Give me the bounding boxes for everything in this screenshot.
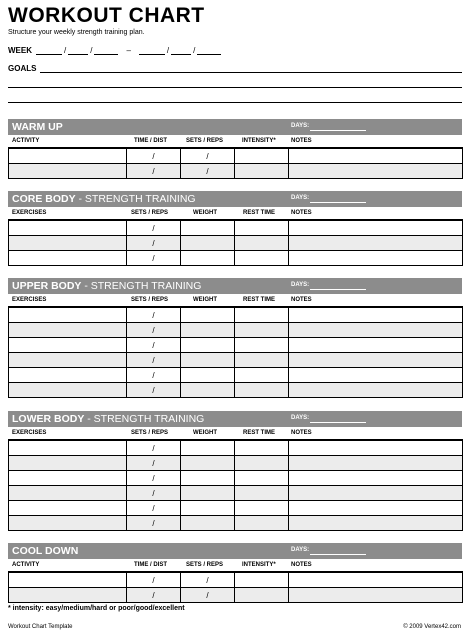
section-table — [8, 219, 463, 266]
days-field[interactable] — [310, 289, 366, 290]
table-cell[interactable] — [9, 383, 127, 398]
table-cell[interactable] — [9, 148, 127, 164]
cell-slash: / — [152, 325, 155, 335]
section-title-bold: COOL DOWN — [12, 545, 79, 557]
column-header: WEIGHT — [193, 210, 217, 216]
section-header — [8, 119, 462, 135]
table-cell[interactable] — [181, 323, 235, 338]
week-end-day-field[interactable] — [171, 46, 191, 55]
table-cell[interactable] — [127, 323, 181, 338]
week-start-year-field[interactable] — [94, 46, 118, 55]
week-start-month-field[interactable] — [36, 46, 62, 55]
section-table — [8, 147, 463, 179]
table-cell[interactable] — [9, 164, 127, 179]
table-cell[interactable] — [235, 236, 289, 251]
table-cell[interactable] — [289, 323, 463, 338]
cool-down-section — [8, 543, 462, 603]
table-row — [9, 307, 463, 323]
date-separator: / — [64, 46, 67, 55]
column-header: NOTES — [291, 210, 312, 216]
table-cell[interactable] — [127, 338, 181, 353]
cell-slash: / — [152, 473, 155, 483]
cell-slash: / — [152, 575, 155, 585]
table-cell[interactable] — [289, 456, 463, 471]
table-cell[interactable] — [181, 516, 235, 531]
table-cell[interactable] — [235, 516, 289, 531]
table-cell[interactable] — [289, 440, 463, 456]
table-row — [9, 164, 463, 179]
column-header: NOTES — [291, 562, 312, 568]
cell-slash: / — [152, 253, 155, 263]
section-title-bold: LOWER BODY — [12, 413, 85, 425]
upper-body-section — [8, 278, 462, 398]
table-cell[interactable] — [289, 338, 463, 353]
cell-slash: / — [152, 518, 155, 528]
column-header: SETS / REPS — [131, 297, 169, 303]
column-header: SETS / REPS — [186, 138, 224, 144]
section-title — [12, 280, 201, 292]
table-row — [9, 251, 463, 266]
column-header: NOTES — [291, 297, 312, 303]
table-cell[interactable] — [181, 338, 235, 353]
week-start-day-field[interactable] — [68, 46, 88, 55]
cell-slash: / — [152, 166, 155, 176]
table-cell[interactable] — [127, 236, 181, 251]
table-cell[interactable] — [127, 148, 181, 164]
table-cell[interactable] — [289, 353, 463, 368]
section-table — [8, 306, 463, 398]
column-headers — [8, 207, 462, 219]
section-header — [8, 191, 462, 207]
table-cell[interactable] — [9, 516, 127, 531]
days-field[interactable] — [310, 422, 366, 423]
days-field[interactable] — [310, 554, 366, 555]
table-cell[interactable] — [181, 486, 235, 501]
table-cell[interactable] — [127, 440, 181, 456]
table-cell[interactable] — [127, 220, 181, 236]
table-cell[interactable] — [181, 572, 235, 588]
table-cell[interactable] — [9, 588, 127, 603]
table-cell[interactable] — [9, 323, 127, 338]
cell-slash: / — [206, 151, 209, 161]
section-title — [12, 193, 196, 205]
table-cell[interactable] — [235, 164, 289, 179]
week-range-dash: – — [126, 46, 131, 55]
section-title-rest: - STRENGTH TRAINING — [75, 193, 196, 205]
table-cell[interactable] — [235, 251, 289, 266]
intensity-footnote: * intensity: easy/medium/hard or poor/good/excellent — [8, 605, 185, 612]
section-title — [12, 121, 63, 133]
table-cell[interactable] — [127, 383, 181, 398]
table-cell[interactable] — [181, 307, 235, 323]
table-row — [9, 148, 463, 164]
table-cell[interactable] — [289, 148, 463, 164]
days-label: DAYS: — [291, 195, 310, 201]
table-cell[interactable] — [235, 323, 289, 338]
week-end-month-field[interactable] — [139, 46, 165, 55]
goals-line[interactable] — [40, 72, 462, 73]
date-separator: / — [193, 46, 196, 55]
date-separator: / — [90, 46, 93, 55]
table-row — [9, 588, 463, 603]
table-cell[interactable] — [289, 368, 463, 383]
table-cell[interactable] — [289, 516, 463, 531]
cell-slash: / — [206, 590, 209, 600]
table-cell[interactable] — [181, 440, 235, 456]
cell-slash: / — [152, 503, 155, 513]
cell-slash: / — [206, 166, 209, 176]
column-headers — [8, 135, 462, 147]
column-headers — [8, 427, 462, 439]
days-field[interactable] — [310, 202, 366, 203]
table-cell[interactable] — [127, 471, 181, 486]
table-cell[interactable] — [235, 338, 289, 353]
table-cell[interactable] — [9, 236, 127, 251]
cell-slash: / — [152, 590, 155, 600]
column-header: TIME / DIST — [134, 562, 167, 568]
goals-line[interactable] — [8, 102, 462, 103]
section-title-bold: CORE BODY — [12, 193, 76, 205]
table-cell[interactable] — [289, 501, 463, 516]
table-row — [9, 456, 463, 471]
table-row — [9, 236, 463, 251]
table-cell[interactable] — [181, 368, 235, 383]
table-cell[interactable] — [127, 456, 181, 471]
table-cell[interactable] — [9, 572, 127, 588]
column-header: EXERCISES — [12, 430, 47, 436]
week-end-year-field[interactable] — [197, 46, 221, 55]
section-header — [8, 411, 462, 427]
table-cell[interactable] — [181, 383, 235, 398]
table-cell[interactable] — [289, 383, 463, 398]
cell-slash: / — [152, 223, 155, 233]
warm-up-section — [8, 119, 462, 179]
cell-slash: / — [152, 355, 155, 365]
cell-slash: / — [206, 575, 209, 585]
column-headers — [8, 559, 462, 571]
goals-line[interactable] — [8, 87, 462, 88]
cell-slash: / — [152, 238, 155, 248]
table-cell[interactable] — [181, 148, 235, 164]
column-header: SETS / REPS — [131, 430, 169, 436]
table-cell[interactable] — [181, 588, 235, 603]
column-headers — [8, 294, 462, 306]
table-row — [9, 220, 463, 236]
table-row — [9, 323, 463, 338]
table-row — [9, 368, 463, 383]
table-cell[interactable] — [235, 471, 289, 486]
table-cell[interactable] — [235, 383, 289, 398]
table-cell[interactable] — [9, 368, 127, 383]
table-cell[interactable] — [9, 501, 127, 516]
table-cell[interactable] — [127, 251, 181, 266]
column-header: ACTIVITY — [12, 562, 40, 568]
table-cell[interactable] — [289, 588, 463, 603]
table-cell[interactable] — [9, 307, 127, 323]
cell-slash: / — [152, 458, 155, 468]
table-cell[interactable] — [235, 368, 289, 383]
days-label: DAYS: — [291, 415, 310, 421]
table-row — [9, 338, 463, 353]
section-title — [12, 545, 78, 557]
table-cell[interactable] — [235, 501, 289, 516]
column-header: INTENSITY* — [242, 562, 276, 568]
section-table — [8, 439, 463, 531]
table-cell[interactable] — [181, 471, 235, 486]
column-header: NOTES — [291, 138, 312, 144]
cell-slash: / — [152, 370, 155, 380]
goals-label: GOALS — [8, 64, 37, 73]
days-field[interactable] — [310, 130, 366, 131]
footer-template-name: Workout Chart Template — [8, 624, 73, 630]
date-separator: / — [166, 46, 170, 55]
week-label: WEEK — [8, 46, 32, 55]
cell-slash: / — [152, 488, 155, 498]
footer-copyright: © 2009 Vertex42.com — [403, 624, 461, 630]
table-cell[interactable] — [9, 220, 127, 236]
table-cell[interactable] — [9, 456, 127, 471]
core-body-section — [8, 191, 462, 266]
table-cell[interactable] — [9, 440, 127, 456]
table-cell[interactable] — [181, 251, 235, 266]
table-row — [9, 501, 463, 516]
table-row — [9, 353, 463, 368]
cell-slash: / — [152, 443, 155, 453]
cell-slash: / — [152, 151, 155, 161]
column-header: ACTIVITY — [12, 138, 40, 144]
days-label: DAYS: — [291, 547, 310, 553]
lower-body-section — [8, 411, 462, 531]
column-header: TIME / DIST — [134, 138, 167, 144]
section-title-rest: - STRENGTH TRAINING — [81, 280, 202, 292]
table-cell[interactable] — [235, 486, 289, 501]
table-cell[interactable] — [235, 588, 289, 603]
table-cell[interactable] — [181, 236, 235, 251]
table-cell[interactable] — [235, 307, 289, 323]
table-cell[interactable] — [9, 486, 127, 501]
days-label: DAYS: — [291, 123, 310, 129]
table-cell[interactable] — [127, 368, 181, 383]
table-cell[interactable] — [235, 440, 289, 456]
table-cell[interactable] — [235, 353, 289, 368]
table-row — [9, 516, 463, 531]
section-title — [12, 413, 204, 425]
table-cell[interactable] — [127, 353, 181, 368]
column-header: REST TIME — [243, 210, 276, 216]
column-header: REST TIME — [243, 297, 276, 303]
cell-slash: / — [152, 310, 155, 320]
table-cell[interactable] — [181, 164, 235, 179]
table-cell[interactable] — [289, 572, 463, 588]
table-cell[interactable] — [181, 456, 235, 471]
table-cell[interactable] — [235, 456, 289, 471]
table-cell[interactable] — [9, 471, 127, 486]
section-header — [8, 278, 462, 294]
page-title: WORKOUT CHART — [8, 4, 205, 27]
table-cell[interactable] — [289, 471, 463, 486]
cell-slash: / — [152, 340, 155, 350]
table-cell[interactable] — [127, 164, 181, 179]
table-cell[interactable] — [289, 251, 463, 266]
table-cell[interactable] — [235, 148, 289, 164]
column-header: EXERCISES — [12, 210, 47, 216]
section-title-bold: WARM UP — [12, 121, 63, 133]
table-row — [9, 440, 463, 456]
table-cell[interactable] — [9, 338, 127, 353]
table-cell[interactable] — [127, 307, 181, 323]
table-row — [9, 383, 463, 398]
table-cell[interactable] — [127, 501, 181, 516]
table-row — [9, 572, 463, 588]
section-table — [8, 571, 463, 603]
table-cell[interactable] — [289, 486, 463, 501]
week-row — [8, 46, 221, 55]
table-cell[interactable] — [127, 588, 181, 603]
table-cell[interactable] — [235, 572, 289, 588]
table-cell[interactable] — [289, 236, 463, 251]
table-row — [9, 486, 463, 501]
table-cell[interactable] — [289, 164, 463, 179]
table-cell[interactable] — [181, 353, 235, 368]
table-row — [9, 471, 463, 486]
table-cell[interactable] — [289, 220, 463, 236]
column-header: WEIGHT — [193, 297, 217, 303]
section-title-bold: UPPER BODY — [12, 280, 82, 292]
column-header: NOTES — [291, 430, 312, 436]
cell-slash: / — [152, 385, 155, 395]
table-cell[interactable] — [127, 486, 181, 501]
section-header — [8, 543, 462, 559]
section-title-rest: - STRENGTH TRAINING — [84, 413, 205, 425]
table-cell[interactable] — [9, 251, 127, 266]
table-cell[interactable] — [127, 572, 181, 588]
table-cell[interactable] — [289, 307, 463, 323]
table-cell[interactable] — [181, 220, 235, 236]
column-header: EXERCISES — [12, 297, 47, 303]
column-header: REST TIME — [243, 430, 276, 436]
days-label: DAYS: — [291, 282, 310, 288]
column-header: SETS / REPS — [186, 562, 224, 568]
table-cell[interactable] — [9, 353, 127, 368]
column-header: WEIGHT — [193, 430, 217, 436]
column-header: INTENSITY* — [242, 138, 276, 144]
column-header: SETS / REPS — [131, 210, 169, 216]
page-subtitle: Structure your weekly strength training plan. — [8, 29, 145, 36]
table-cell[interactable] — [127, 516, 181, 531]
table-cell[interactable] — [235, 220, 289, 236]
table-cell[interactable] — [181, 501, 235, 516]
